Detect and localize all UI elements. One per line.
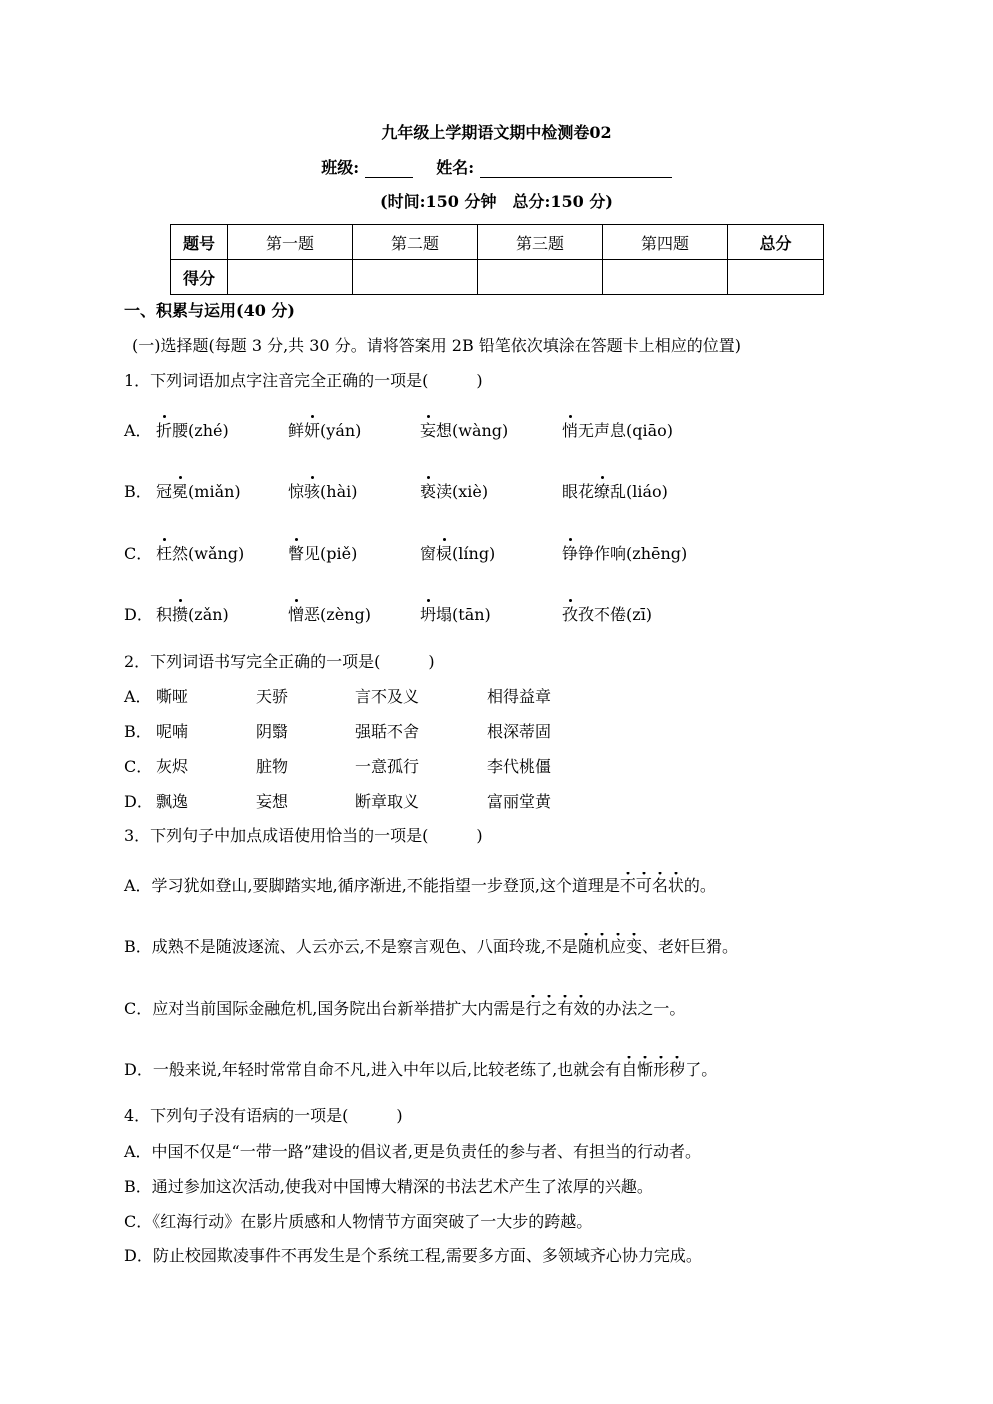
word-item <box>562 418 673 441</box>
table-header-cell: 第四题 <box>603 225 728 260</box>
name-blank[interactable] <box>480 160 672 178</box>
option-text: D．一般来说,年轻时常常自命不凡,进入中年以后,比较老练了,也就会有 <box>124 1060 622 1079</box>
word-item <box>562 602 652 625</box>
word-item <box>288 541 357 564</box>
table-header-cell: 第一题 <box>228 225 353 260</box>
dotted-character: 冕 <box>172 482 189 501</box>
word-item <box>288 602 371 625</box>
word-pinyin: 铮作响(zhēng) <box>578 544 688 563</box>
dotted-character: 折 <box>156 421 173 440</box>
student-info-line <box>0 155 993 178</box>
table-header-cell: 第三题 <box>478 225 603 260</box>
question-1-stem: 1．下列词语加点字注音完全正确的一项是( ) <box>124 371 483 390</box>
exam-time-info: (时间:150 分钟 总分:150 分) <box>380 192 613 211</box>
word-pinyin: 见(piě) <box>304 544 358 563</box>
class-label: 班级: <box>321 158 360 177</box>
word-item: 断章取义 <box>355 792 420 811</box>
word-text: 冠 <box>156 482 173 501</box>
option-text: A．学习犹如登山,要脚踏实地,循序渐进,不能指望一步登顶,这个道理是 <box>124 876 620 895</box>
score-table-score-row <box>171 260 824 295</box>
option-letter[interactable]: B． <box>124 482 152 501</box>
word-pinyin: (miǎn) <box>188 482 241 501</box>
option-line[interactable]: A．中国不仅是“一带一路”建设的倡议者,更是负责任的参与者、有担当的行动者。 <box>124 1142 702 1161</box>
word-item: 灰烬 <box>156 757 189 776</box>
word-item: 强聒不舍 <box>355 722 420 741</box>
option-line[interactable] <box>124 934 738 957</box>
table-header-cell: 第二题 <box>353 225 478 260</box>
word-text: 眼花 <box>562 482 595 501</box>
word-pinyin: 孜不倦(zī) <box>578 605 653 624</box>
option-line[interactable]: B．通过参加这次活动,使我对中国博大精深的书法艺术产生了浓厚的兴趣。 <box>124 1177 653 1196</box>
word-item: 言不及义 <box>355 687 420 706</box>
question-3-stem: 3．下列句子中加点成语使用恰当的一项是( ) <box>124 826 483 845</box>
option-line[interactable] <box>124 873 716 896</box>
score-cell[interactable] <box>478 260 603 295</box>
word-pinyin: 乱(liáo) <box>610 482 668 501</box>
dotted-idiom: 不可名状 <box>620 872 684 895</box>
option-text: B．成熟不是随波逐流、人云亦云,不是察言观色、八面玲珑,不是 <box>124 937 578 956</box>
name-label: 姓名: <box>436 158 475 177</box>
word-item: 天骄 <box>256 687 289 706</box>
table-header-cell: 总分 <box>728 225 824 260</box>
document-title: 九年级上学期语文期中检测卷02 <box>381 123 612 142</box>
option-letter[interactable]: C． <box>124 544 153 563</box>
word-item: 妄想 <box>256 792 289 811</box>
word-pinyin: 想(wàng) <box>436 421 509 440</box>
word-pinyin: 塌(tān) <box>436 605 491 624</box>
word-pinyin: (zǎn) <box>188 605 229 624</box>
score-row-label: 得分 <box>171 260 228 295</box>
dotted-character: 缭 <box>594 482 611 501</box>
dotted-character: 妍 <box>304 421 321 440</box>
word-item: 飘逸 <box>156 792 189 811</box>
dotted-character: 孜 <box>562 605 579 624</box>
option-text: 了。 <box>685 1060 718 1079</box>
word-text: 鲜 <box>288 421 305 440</box>
word-item: 李代桃僵 <box>487 757 552 776</box>
word-pinyin: 腰(zhé) <box>172 421 229 440</box>
word-item <box>420 418 508 441</box>
option-letter[interactable]: D． <box>124 605 153 624</box>
word-item: 相得益章 <box>487 687 552 706</box>
word-item: 一意孤行 <box>355 757 420 776</box>
option-line[interactable]: D．防止校园欺凌事件不再发生是个系统工程,需要多方面、多领域齐心协力完成。 <box>124 1246 702 1265</box>
word-item <box>156 602 229 625</box>
word-item: 阴翳 <box>256 722 289 741</box>
option-line[interactable]: C．《红海行动》在影片质感和人物情节方面突破了一大步的跨越。 <box>124 1212 593 1231</box>
word-item <box>288 418 361 441</box>
word-item <box>288 479 357 502</box>
dotted-character: 瞥 <box>288 544 305 563</box>
word-text: 惊 <box>288 482 305 501</box>
dotted-character: 铮 <box>562 544 579 563</box>
word-pinyin: 无声息(qiāo) <box>578 421 674 440</box>
option-letter[interactable]: B． <box>124 722 152 741</box>
class-blank[interactable] <box>365 160 413 178</box>
word-item <box>420 602 491 625</box>
dotted-character: 坍 <box>420 605 437 624</box>
section-heading: 一、积累与运用(40 分) <box>124 301 295 320</box>
dotted-character: 憎 <box>288 605 305 624</box>
word-item: 呢喃 <box>156 722 189 741</box>
option-letter[interactable]: C． <box>124 757 153 776</box>
word-text: 积 <box>156 605 173 624</box>
dotted-idiom: 自惭形秽 <box>621 1056 685 1079</box>
option-text: C．应对当前国际金融危机,国务院出台新举措扩大内需是 <box>124 999 526 1018</box>
option-letter[interactable]: A． <box>124 687 152 706</box>
score-cell[interactable] <box>228 260 353 295</box>
option-text: 、老奸巨猾。 <box>641 937 738 956</box>
dotted-character: 枉 <box>156 544 173 563</box>
score-table <box>170 224 824 295</box>
option-text: 的办法之一。 <box>589 999 686 1018</box>
word-pinyin: 渎(xiè) <box>436 482 489 501</box>
dotted-character: 悄 <box>562 421 579 440</box>
word-item: 富丽堂黄 <box>487 792 552 811</box>
word-item: 根深蒂固 <box>487 722 552 741</box>
word-pinyin: (hài) <box>320 482 358 501</box>
question-4-stem: 4．下列句子没有语病的一项是( ) <box>124 1106 403 1125</box>
table-header-cell: 题号 <box>171 225 228 260</box>
word-pinyin: (líng) <box>452 544 496 563</box>
option-line[interactable] <box>124 1057 717 1080</box>
word-item: 脏物 <box>256 757 289 776</box>
option-letter[interactable]: A． <box>124 421 152 440</box>
option-text: 的。 <box>683 876 716 895</box>
dotted-idiom: 行之有效 <box>525 995 589 1018</box>
option-line[interactable] <box>124 996 685 1019</box>
word-item: 嘶哑 <box>156 687 189 706</box>
dotted-character: 棂 <box>436 544 453 563</box>
word-item <box>420 541 495 564</box>
word-item <box>562 479 668 502</box>
word-item <box>562 541 687 564</box>
dotted-character: 亵 <box>420 482 437 501</box>
dotted-idiom: 随机应变 <box>578 933 642 956</box>
word-pinyin: 然(wǎng) <box>172 544 245 563</box>
score-cell[interactable] <box>353 260 478 295</box>
score-table-header-row <box>171 225 824 260</box>
word-item <box>156 541 244 564</box>
subsection-heading: (一)选择题(每题 3 分,共 30 分。请将答案用 2B 铅笔依次填涂在答题卡上相应的位置) <box>132 336 742 355</box>
score-cell[interactable] <box>603 260 728 295</box>
word-item <box>156 418 229 441</box>
word-pinyin: 恶(zèng) <box>304 605 371 624</box>
dotted-character: 骇 <box>304 482 321 501</box>
question-2-stem: 2．下列词语书写完全正确的一项是( ) <box>124 652 435 671</box>
option-letter[interactable]: D． <box>124 792 153 811</box>
dotted-character: 妄 <box>420 421 437 440</box>
word-pinyin: (yán) <box>320 421 362 440</box>
word-item <box>156 479 241 502</box>
word-text: 窗 <box>420 544 437 563</box>
dotted-character: 攒 <box>172 605 189 624</box>
word-item <box>420 479 488 502</box>
score-cell[interactable] <box>728 260 824 295</box>
